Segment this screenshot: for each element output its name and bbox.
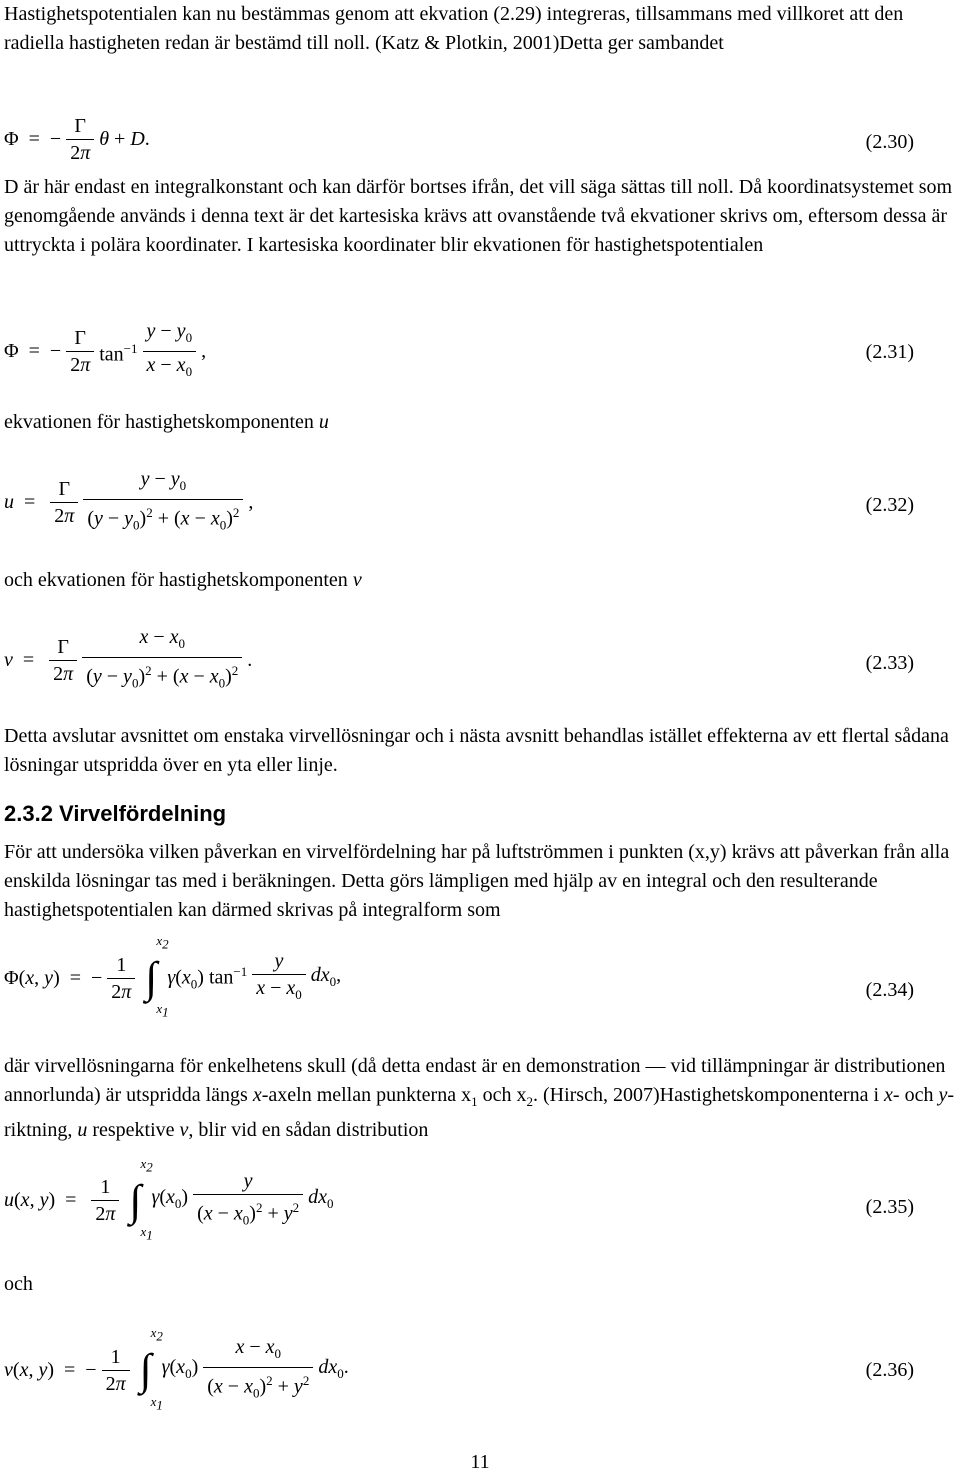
paragraph-text: och ekvationen för hastighetskomponenten <box>4 569 348 591</box>
variable-v: v <box>179 1119 189 1141</box>
page-number: 11 <box>470 1451 490 1473</box>
equation-number: (2.32) <box>865 494 914 516</box>
text-segment: respektive <box>87 1119 180 1141</box>
equation-2-35: u(x, y) = $\frac{1}{2\pi}$ ∫ $x_2$ $x_1$ $\gamma(x_0)$ $\frac{y}{(x - x_0)^2 + y^2}$ $dx_0$ (2.35) <box>4 1155 914 1243</box>
paragraph-distribution: För att undersöka vilken påverkan en virvelfördelning har på luftströmmen i punkten (x,y) krävs att påverkan från alla enskilda lösningar tas med i beräkningen. Detta görs lämpligen med hjälp av en integral och den resulterande hastighetspotentialen kan därmed skrivas på integralform som <box>4 841 950 921</box>
equation-number: (2.31) <box>865 341 914 363</box>
equation-2-34: Φ(x, y) = − $\frac{1}{2\pi}$ ∫ $x_2$ $x_1$ $\gamma(x_0)$ $\tan^{-1}$ $\frac{y}{x - x_0}$ $dx_0$, (2.34) <box>4 933 914 1020</box>
paragraph-och: och <box>4 1273 33 1295</box>
paragraph-v-intro <box>4 566 956 595</box>
variable-u: u <box>318 411 329 433</box>
variable-v: v <box>352 569 362 591</box>
text-segment: och x <box>477 1084 527 1106</box>
text-segment: -axeln mellan punkterna x <box>261 1084 472 1106</box>
equation-number: (2.33) <box>865 652 914 674</box>
variable-u: u <box>77 1119 88 1141</box>
equation-2-33: v = $\frac{\Gamma}{2\pi}$ $\frac{x - x_0}{(y - y_0)^2 + (x - x_0)^2}$ . (2.33) <box>4 624 956 697</box>
text-segment: , blir vid en sådan distribution <box>188 1119 429 1141</box>
paragraph-text: ekvationen för hastighetskomponenten <box>4 411 314 433</box>
subscript: 1 <box>471 1094 478 1109</box>
text-segment: -riktning, <box>4 1084 955 1141</box>
text-segment: - och <box>892 1084 939 1106</box>
equation-2-31: Φ = − $\frac{\Gamma}{2\pi}$ $\tan^{-1}$ $\frac{y - y_0}{x - x_0}$ , (2.31) <box>4 318 956 385</box>
equation-2-32: u = $\frac{\Gamma}{2\pi}$ $\frac{y - y_0}{(y - y_0)^2 + (x - x_0)^2}$ , (2.32) <box>4 466 956 539</box>
equation-2-30: Φ = − $\frac{\Gamma}{2\pi}$ θ + D. (2.30) <box>4 115 914 164</box>
equation-number: (2.36) <box>865 1359 914 1381</box>
variable-x: x <box>252 1084 262 1106</box>
section-heading: 2.3.2 Virvelfördelning <box>4 801 227 826</box>
paragraph-intro: Hastighetspotentialen kan nu bestämmas genom att ekvation (2.29) integreras, tillsammans med villkoret att den radiella hastigheten redan är bestämd till noll. (Katz & Plotkin, 2001)Detta ger sambandet <box>4 3 904 54</box>
paragraph-components <box>4 1052 956 1145</box>
paragraph-section-end: Detta avslutar avsnittet om enstaka virvellösningar och i nästa avsnitt behandlas istället effekterna av ett flertal sådana lösningar utspridda över en yta eller linje. <box>4 725 949 776</box>
variable-y: y <box>938 1084 948 1106</box>
equation-number: (2.30) <box>865 131 914 153</box>
paragraph-u-intro <box>4 408 956 437</box>
paragraph-cartesian: D är här endast en integralkonstant och kan därför bortses ifrån, det vill säga sättas till noll. Då koordinatsystemet som genomgående används i denna text är det kartesiska krävs att ovanstående två ekvationer skrivs om, eftersom dessa är uttryckta i polära koordinater. I kartesiska koordinater blir ekvationen för hastighetspotentialen <box>4 176 953 256</box>
equation-2-36: v(x, y) = − $\frac{1}{2\pi}$ ∫ $x_2$ $x_1$ $\gamma(x_0)$ $\frac{x - x_0}{(x - x_0)^2 + y^2}$ $dx_0$. (2.36) <box>4 1325 914 1413</box>
variable-x: x <box>884 1084 893 1106</box>
text-segment: där virvellösningarna för enkelhetens skull (då detta endast är en demonstration — vid tillämpningar är distributionen annorlunda) är utspridda längs <box>4 1055 946 1106</box>
equation-number: (2.35) <box>865 1196 914 1218</box>
equation-number: (2.34) <box>865 979 914 1001</box>
text-segment: . (Hirsch, 2007)Hastighetskomponenterna i <box>532 1084 885 1106</box>
subscript: 2 <box>526 1094 533 1109</box>
